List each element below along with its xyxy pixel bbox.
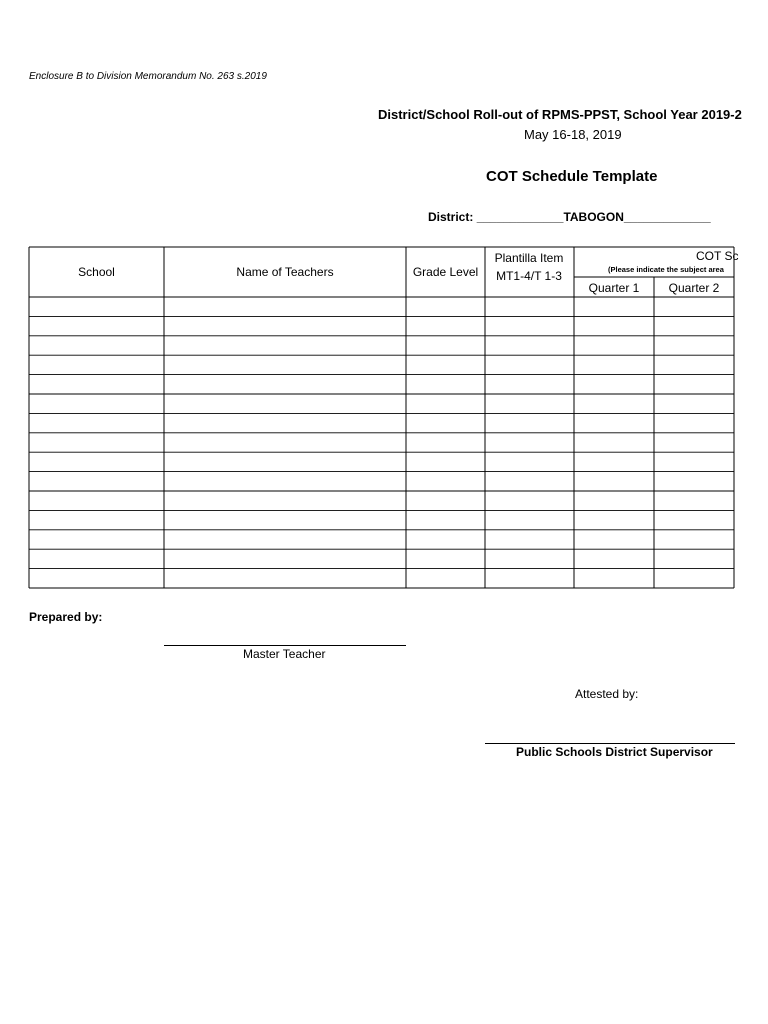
district-line (428, 210, 711, 224)
supervisor-label: Public Schools District Supervisor (516, 745, 713, 759)
plantilla-range: MT1-4/T 1-3 (496, 269, 562, 283)
master-teacher-signature-line (164, 645, 406, 646)
attested-by-label: Attested by: (575, 687, 639, 701)
master-teacher-label: Master Teacher (243, 647, 326, 661)
column-header-quarter-1: Quarter 1 (588, 280, 640, 295)
prepared-by-label: Prepared by: (29, 610, 103, 624)
column-header-quarter-2: Quarter 2 (668, 280, 720, 295)
plantilla-label: Plantilla Item (494, 251, 564, 265)
document-title: District/School Roll-out of RPMS-PPST, School Year 2019-2 (378, 107, 742, 122)
cot-schedule-note: (Please indicate the subject area (608, 265, 724, 274)
supervisor-signature-line (485, 743, 735, 744)
cot-schedule-label: COT Sc (696, 249, 739, 263)
template-title: COT Schedule Template (486, 168, 658, 185)
column-header-cot-schedule (574, 247, 768, 277)
column-header-grade-level: Grade Level (412, 265, 479, 279)
district-label: District: (428, 210, 474, 224)
column-header-school: School (78, 265, 115, 279)
column-header-teachers: Name of Teachers (236, 265, 334, 279)
enclosure-note: Enclosure B to Division Memorandum No. 263 s.2019 (29, 71, 267, 82)
district-value: _____________TABOGON_____________ (476, 210, 711, 224)
document-dates: May 16-18, 2019 (524, 127, 622, 142)
column-header-plantilla (485, 247, 573, 287)
